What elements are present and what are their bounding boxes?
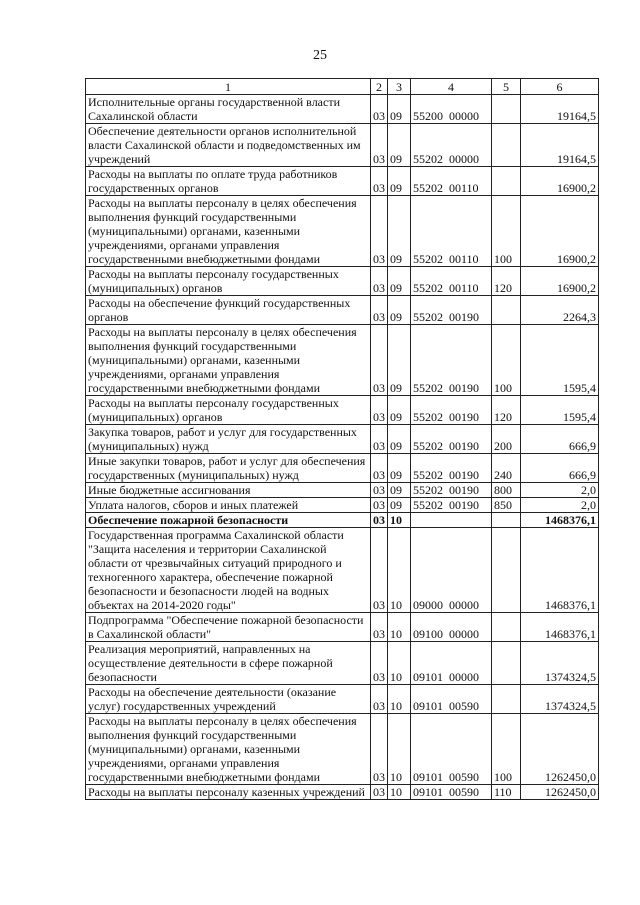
table-row bbox=[86, 425, 599, 454]
table-row bbox=[86, 296, 599, 325]
row-section-code: 03 bbox=[371, 325, 388, 396]
row-target-code-direction: 00000 bbox=[449, 627, 479, 641]
row-amount: 1595,4 bbox=[521, 325, 599, 396]
row-subsection-code: 10 bbox=[388, 642, 411, 685]
row-amount: 2,0 bbox=[521, 498, 599, 513]
row-expense-type bbox=[492, 167, 521, 196]
row-section-code: 03 bbox=[371, 454, 388, 483]
row-section-code: 03 bbox=[371, 124, 388, 167]
table-row bbox=[86, 396, 599, 425]
row-name: Иные бюджетные ассигнования bbox=[86, 483, 371, 498]
row-name: Обеспечение пожарной безопасности bbox=[86, 513, 371, 528]
row-subsection-code: 09 bbox=[388, 95, 411, 124]
row-target-code-direction: 00000 bbox=[449, 109, 479, 123]
row-subsection-code: 10 bbox=[388, 528, 411, 613]
row-name: Расходы на обеспечение функций государственных органов bbox=[86, 296, 371, 325]
table-row bbox=[86, 267, 599, 296]
table-row bbox=[86, 785, 599, 800]
column-header: 3 bbox=[388, 79, 411, 95]
row-section-code: 03 bbox=[371, 714, 388, 785]
row-target-code-direction: 00190 bbox=[449, 439, 479, 453]
row-target-code bbox=[411, 498, 492, 513]
row-target-code-program: 09101 bbox=[413, 785, 443, 799]
row-name: Расходы на выплаты персоналу в целях обеспечения выполнения функций государственными (муниципальными) органами, казенными учреждениями, органами управления государственными внебюджетными фондами bbox=[86, 714, 371, 785]
row-expense-type bbox=[492, 613, 521, 642]
row-expense-type: 800 bbox=[492, 483, 521, 498]
row-target-code bbox=[411, 196, 492, 267]
row-amount: 19164,5 bbox=[521, 124, 599, 167]
row-expense-type bbox=[492, 296, 521, 325]
table-row bbox=[86, 714, 599, 785]
row-section-code: 03 bbox=[371, 425, 388, 454]
row-expense-type: 100 bbox=[492, 325, 521, 396]
row-name: Иные закупки товаров, работ и услуг для обеспечения государственных (муниципальных) нужд bbox=[86, 454, 371, 483]
row-name: Расходы на выплаты персоналу в целях обеспечения выполнения функций государственными (муниципальными) органами, казенными учреждениями, органами управления государственными внебюджетными фондами bbox=[86, 196, 371, 267]
row-target-code-program: 55202 bbox=[413, 439, 443, 453]
row-target-code-program: 09101 bbox=[413, 670, 443, 684]
row-target-code bbox=[411, 425, 492, 454]
row-expense-type: 120 bbox=[492, 396, 521, 425]
row-subsection-code: 10 bbox=[388, 613, 411, 642]
row-section-code: 03 bbox=[371, 296, 388, 325]
row-section-code: 03 bbox=[371, 498, 388, 513]
table-row bbox=[86, 196, 599, 267]
row-target-code bbox=[411, 513, 492, 528]
row-amount: 16900,2 bbox=[521, 267, 599, 296]
row-section-code: 03 bbox=[371, 528, 388, 613]
row-subsection-code: 09 bbox=[388, 454, 411, 483]
row-expense-type: 120 bbox=[492, 267, 521, 296]
row-target-code-direction: 00190 bbox=[449, 310, 479, 324]
page-number: 25 bbox=[313, 48, 327, 63]
table-row bbox=[86, 95, 599, 124]
row-subsection-code: 09 bbox=[388, 483, 411, 498]
row-section-code: 03 bbox=[371, 613, 388, 642]
row-target-code-program: 09000 bbox=[413, 598, 443, 612]
row-subsection-code: 10 bbox=[388, 685, 411, 714]
row-subsection-code: 10 bbox=[388, 513, 411, 528]
table-header-row bbox=[86, 79, 599, 95]
table-row bbox=[86, 613, 599, 642]
row-name: Государственная программа Сахалинской области "Защита населения и территории Сахалинской области от чрезвычайных ситуаций природного и техногенного характера, обеспечение пожарной безопасности и безопасности людей на водных объектах на 2014-2020 годы" bbox=[86, 528, 371, 613]
row-amount: 666,9 bbox=[521, 454, 599, 483]
row-target-code bbox=[411, 167, 492, 196]
row-name: Расходы на выплаты персоналу государственных (муниципальных) органов bbox=[86, 267, 371, 296]
table-row bbox=[86, 325, 599, 396]
row-subsection-code: 09 bbox=[388, 196, 411, 267]
table-row bbox=[86, 124, 599, 167]
row-subsection-code: 09 bbox=[388, 167, 411, 196]
row-expense-type bbox=[492, 95, 521, 124]
row-amount: 16900,2 bbox=[521, 196, 599, 267]
row-amount: 19164,5 bbox=[521, 95, 599, 124]
table-row bbox=[86, 642, 599, 685]
row-target-code-program: 55202 bbox=[413, 310, 443, 324]
table-row bbox=[86, 167, 599, 196]
row-target-code-program: 55200 bbox=[413, 109, 443, 123]
row-section-code: 03 bbox=[371, 267, 388, 296]
table-row bbox=[86, 498, 599, 513]
row-target-code-direction: 00110 bbox=[449, 281, 479, 295]
row-target-code bbox=[411, 296, 492, 325]
row-target-code bbox=[411, 483, 492, 498]
row-name: Уплата налогов, сборов и иных платежей bbox=[86, 498, 371, 513]
row-target-code bbox=[411, 95, 492, 124]
row-section-code: 03 bbox=[371, 785, 388, 800]
row-amount: 1468376,1 bbox=[521, 613, 599, 642]
row-section-code: 03 bbox=[371, 513, 388, 528]
row-target-code-program: 55202 bbox=[413, 381, 443, 395]
row-name: Обеспечение деятельности органов исполнительной власти Сахалинской области и подведомственных им учреждений bbox=[86, 124, 371, 167]
row-target-code bbox=[411, 714, 492, 785]
row-amount: 2,0 bbox=[521, 483, 599, 498]
row-section-code: 03 bbox=[371, 396, 388, 425]
row-expense-type bbox=[492, 124, 521, 167]
row-name: Расходы на выплаты по оплате труда работников государственных органов bbox=[86, 167, 371, 196]
row-target-code bbox=[411, 642, 492, 685]
row-section-code: 03 bbox=[371, 95, 388, 124]
table-row bbox=[86, 454, 599, 483]
row-subsection-code: 09 bbox=[388, 425, 411, 454]
row-expense-type: 850 bbox=[492, 498, 521, 513]
row-amount: 2264,3 bbox=[521, 296, 599, 325]
row-name: Расходы на выплаты персоналу государственных (муниципальных) органов bbox=[86, 396, 371, 425]
row-section-code: 03 bbox=[371, 167, 388, 196]
row-subsection-code: 09 bbox=[388, 396, 411, 425]
row-target-code-direction: 00190 bbox=[449, 498, 479, 512]
row-expense-type: 200 bbox=[492, 425, 521, 454]
row-expense-type bbox=[492, 642, 521, 685]
row-target-code-direction: 00190 bbox=[449, 483, 479, 497]
row-target-code-direction: 00190 bbox=[449, 410, 479, 424]
row-target-code-program: 09100 bbox=[413, 627, 443, 641]
row-target-code-direction: 00190 bbox=[449, 468, 479, 482]
row-subsection-code: 09 bbox=[388, 124, 411, 167]
row-name: Реализация мероприятий, направленных на осуществление деятельности в сфере пожарной безопасности bbox=[86, 642, 371, 685]
row-section-code: 03 bbox=[371, 685, 388, 714]
row-amount: 16900,2 bbox=[521, 167, 599, 196]
row-target-code-direction: 00590 bbox=[449, 770, 479, 784]
row-subsection-code: 10 bbox=[388, 714, 411, 785]
column-header: 5 bbox=[492, 79, 521, 95]
table-row bbox=[86, 685, 599, 714]
row-name: Расходы на обеспечение деятельности (оказание услуг) государственных учреждений bbox=[86, 685, 371, 714]
row-target-code bbox=[411, 685, 492, 714]
row-target-code-program: 55202 bbox=[413, 281, 443, 295]
row-target-code bbox=[411, 396, 492, 425]
row-target-code-program: 55202 bbox=[413, 152, 443, 166]
row-target-code-program: 55202 bbox=[413, 252, 443, 266]
row-amount: 1374324,5 bbox=[521, 685, 599, 714]
row-target-code bbox=[411, 325, 492, 396]
row-name: Закупка товаров, работ и услуг для государственных (муниципальных) нужд bbox=[86, 425, 371, 454]
column-header: 6 bbox=[521, 79, 599, 95]
row-amount: 1468376,1 bbox=[521, 513, 599, 528]
row-target-code-direction: 00590 bbox=[449, 699, 479, 713]
row-subsection-code: 09 bbox=[388, 498, 411, 513]
row-expense-type: 100 bbox=[492, 196, 521, 267]
budget-table bbox=[85, 78, 599, 800]
row-expense-type: 100 bbox=[492, 714, 521, 785]
row-name: Исполнительные органы государственной власти Сахалинской области bbox=[86, 95, 371, 124]
row-amount: 1262450,0 bbox=[521, 714, 599, 785]
row-target-code bbox=[411, 528, 492, 613]
row-expense-type: 110 bbox=[492, 785, 521, 800]
row-subsection-code: 09 bbox=[388, 325, 411, 396]
row-target-code-direction: 00110 bbox=[449, 252, 479, 266]
row-target-code bbox=[411, 124, 492, 167]
column-header: 1 bbox=[86, 79, 371, 95]
row-name: Расходы на выплаты персоналу казенных учреждений bbox=[86, 785, 371, 800]
row-target-code-direction: 00000 bbox=[449, 152, 479, 166]
row-target-code-program: 55202 bbox=[413, 410, 443, 424]
row-target-code bbox=[411, 613, 492, 642]
row-name: Расходы на выплаты персоналу в целях обеспечения выполнения функций государственными (муниципальными) органами, казенными учреждениями, органами управления государственными внебюджетными фондами bbox=[86, 325, 371, 396]
table-row bbox=[86, 513, 599, 528]
row-target-code-direction: 00000 bbox=[449, 670, 479, 684]
table-body bbox=[86, 95, 599, 800]
row-target-code-program: 09101 bbox=[413, 770, 443, 784]
row-subsection-code: 10 bbox=[388, 785, 411, 800]
row-target-code-direction: 00110 bbox=[449, 181, 479, 195]
row-target-code bbox=[411, 454, 492, 483]
row-amount: 1468376,1 bbox=[521, 528, 599, 613]
row-target-code-direction: 00000 bbox=[449, 598, 479, 612]
row-expense-type: 240 bbox=[492, 454, 521, 483]
row-amount: 1262450,0 bbox=[521, 785, 599, 800]
row-subsection-code: 09 bbox=[388, 296, 411, 325]
row-section-code: 03 bbox=[371, 642, 388, 685]
row-expense-type bbox=[492, 528, 521, 613]
row-section-code: 03 bbox=[371, 196, 388, 267]
row-target-code-direction: 00590 bbox=[449, 785, 479, 799]
table-row bbox=[86, 483, 599, 498]
row-target-code bbox=[411, 785, 492, 800]
row-subsection-code: 09 bbox=[388, 267, 411, 296]
row-target-code-program: 55202 bbox=[413, 483, 443, 497]
row-target-code-direction: 00190 bbox=[449, 381, 479, 395]
table-row bbox=[86, 528, 599, 613]
row-target-code-program: 09101 bbox=[413, 699, 443, 713]
row-target-code-program: 55202 bbox=[413, 468, 443, 482]
row-target-code-program: 55202 bbox=[413, 498, 443, 512]
row-target-code-program: 55202 bbox=[413, 181, 443, 195]
row-amount: 1374324,5 bbox=[521, 642, 599, 685]
column-header: 4 bbox=[411, 79, 492, 95]
row-section-code: 03 bbox=[371, 483, 388, 498]
row-amount: 666,9 bbox=[521, 425, 599, 454]
row-name: Подпрограмма "Обеспечение пожарной безопасности в Сахалинской области" bbox=[86, 613, 371, 642]
row-expense-type bbox=[492, 513, 521, 528]
row-amount: 1595,4 bbox=[521, 396, 599, 425]
row-expense-type bbox=[492, 685, 521, 714]
row-target-code bbox=[411, 267, 492, 296]
column-header: 2 bbox=[371, 79, 388, 95]
